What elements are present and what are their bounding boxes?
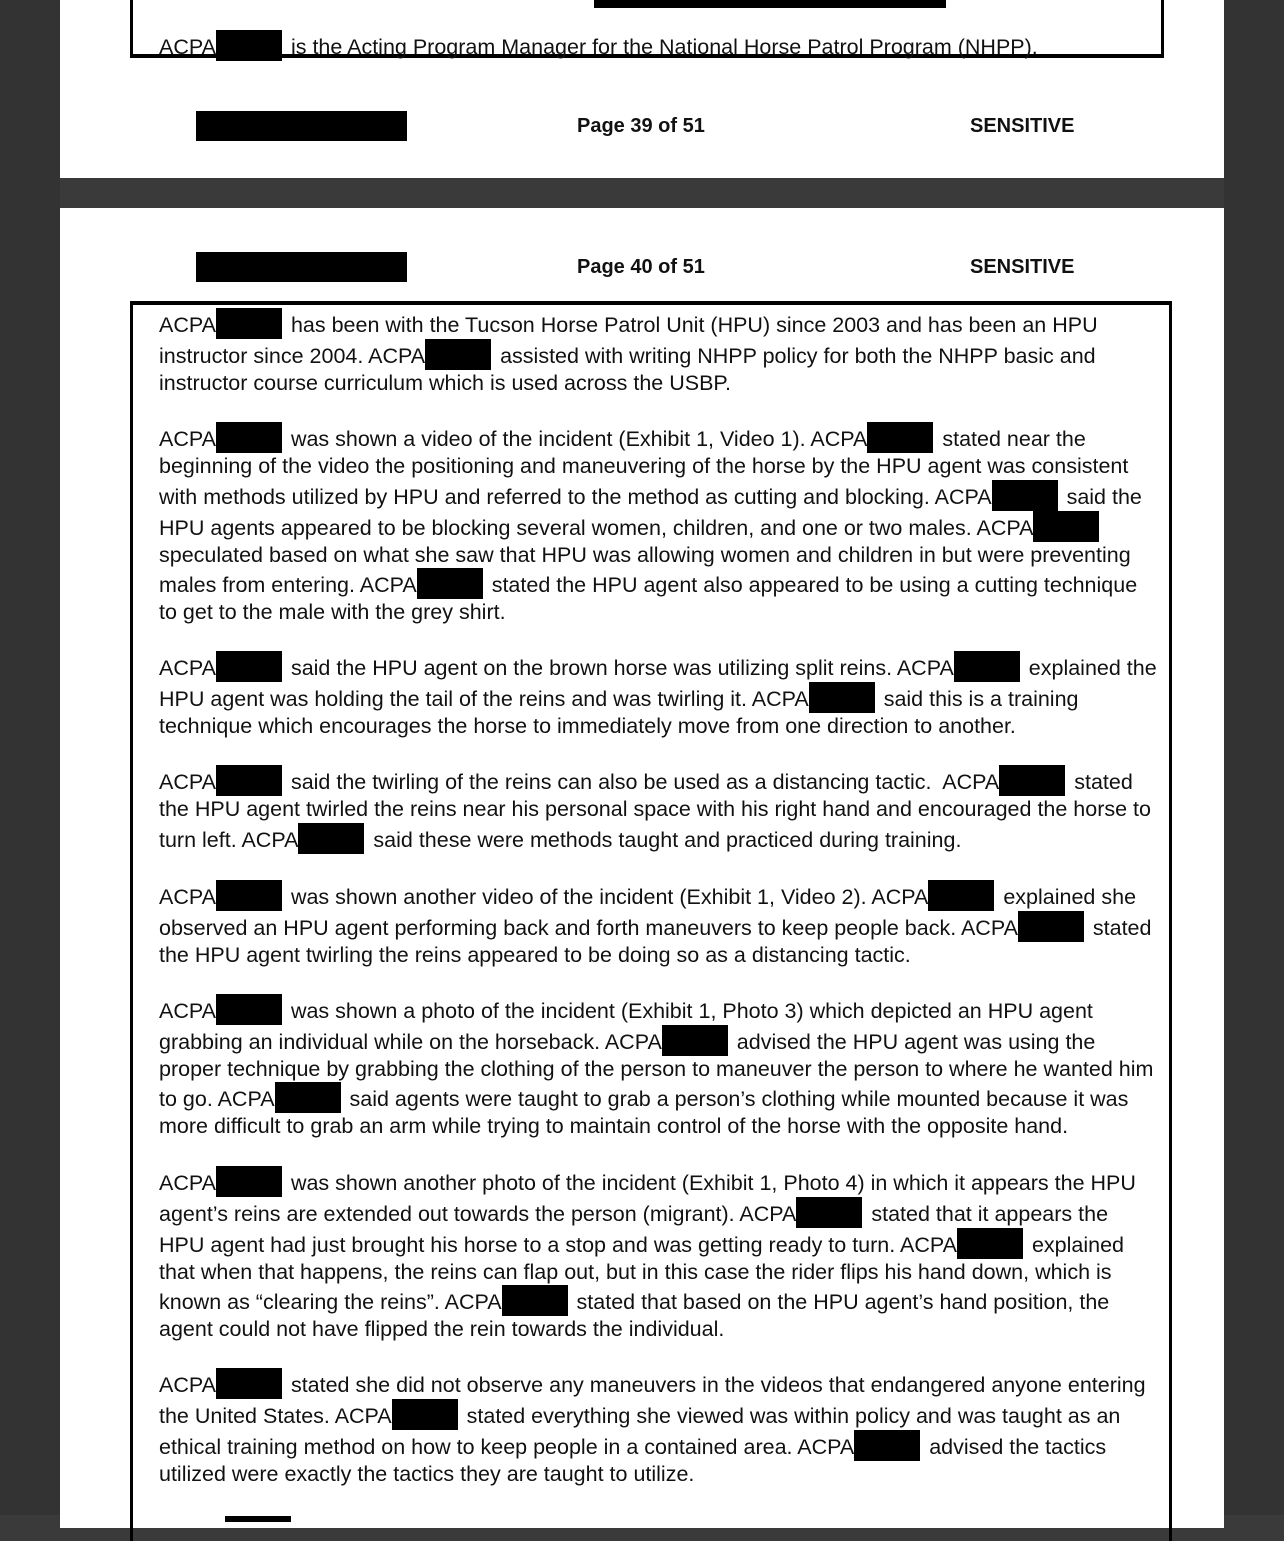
redaction-bar <box>1018 911 1084 942</box>
redaction-bar <box>928 880 994 911</box>
redaction-bar <box>216 1166 282 1197</box>
paragraph-text: ACPA <box>159 884 216 909</box>
redaction-bar <box>502 1285 568 1316</box>
paragraph-text: explained she observed an HPU agent performing back and forth maneuvers to keep people back. ACPA <box>159 884 1143 940</box>
page-header <box>60 252 1224 282</box>
document-body <box>159 308 1163 1514</box>
paragraph-text: ACPA <box>159 1373 216 1398</box>
paragraph-text: was shown another photo of the incident (Exhibit 1, Photo 4) in which it appears the HPU agent’s reins are extended out towards the person (migrant). ACPA <box>159 1170 1142 1226</box>
paragraph-text: advised the HPU agent was using the proper technique by grabbing the clothing of the person to maneuver the person to where he wanted him to go. ACPA <box>159 1030 1160 1112</box>
page-footer <box>60 111 1224 141</box>
redaction-bar <box>216 308 282 339</box>
acpa-label: ACPA <box>159 35 216 59</box>
paragraph-text: explained that when that happens, the reins can flap out, but in this case the rider flips his hand down, which is known as “clearing the reins”. ACPA <box>159 1232 1130 1314</box>
sensitivity-label: SENSITIVE <box>970 115 1075 137</box>
redaction-bar <box>225 1516 291 1522</box>
redaction-bar <box>867 422 933 453</box>
paragraph <box>159 422 1159 625</box>
paragraph-text: stated that based on the HPU agent’s hand position, the agent could not have flipped the rein towards the individual. <box>159 1289 1116 1341</box>
paragraph-text: has been with the Tucson Horse Patrol Unit (HPU) since 2003 and has been an HPU instructor since 2004. ACPA <box>159 313 1104 368</box>
paragraph-text: stated everything she viewed was within policy and was taught as an ethical training method on how to keep people in a contained area. ACPA <box>159 1404 1127 1460</box>
paragraph-text: stated that it appears the HPU agent had just brought his horse to a stop and was getting ready to turn. ACPA <box>159 1201 1115 1257</box>
paragraph-text: stated she did not observe any maneuvers in the videos that endangered anyone entering the United States. ACPA <box>159 1373 1152 1429</box>
redaction-bar <box>298 823 364 854</box>
redaction-bar <box>216 651 282 682</box>
redaction-bar <box>796 1197 862 1228</box>
redaction-bar <box>425 339 491 370</box>
paragraph-text: ACPA <box>159 999 216 1024</box>
paragraph-text: ACPA <box>159 770 216 795</box>
paragraph <box>159 308 1159 396</box>
paragraph <box>159 1166 1159 1343</box>
redaction-bar <box>1033 511 1099 542</box>
last-line-text: is the Acting Program Manager for the National Horse Patrol Program (NHPP). <box>290 35 1038 59</box>
paragraph-text: said the HPU agents appeared to be blocking several women, children, and one or two males. ACPA <box>159 484 1148 540</box>
paragraph-text: advised the tactics utilized were exactly the tactics they are taught to utilize. <box>159 1435 1113 1487</box>
document-page-40 <box>60 208 1224 1528</box>
redaction-bar <box>417 568 483 599</box>
paragraph-text: was shown a photo of the incident (Exhibit 1, Photo 3) which depicted an HPU agent grabbing an individual while on the horseback. ACPA <box>159 999 1099 1055</box>
redaction-bar <box>216 765 282 796</box>
redaction-bar <box>196 252 407 282</box>
paragraph <box>159 1368 1159 1487</box>
paragraph-text: assisted with writing NHPP policy for both the NHPP basic and instructor course curriculum which is used across the USBP. <box>159 344 1102 395</box>
paragraph-text: was shown a video of the incident (Exhibit 1, Video 1). ACPA <box>290 427 868 452</box>
paragraph-text: said agents were taught to grab a person’s clothing while mounted because it was more difficult to grab an arm while trying to maintain control of the horse with the opposite hand. <box>159 1087 1135 1139</box>
paragraph-text: said the HPU agent on the brown horse was utilizing split reins. ACPA <box>290 656 954 681</box>
paragraph <box>159 994 1159 1140</box>
redaction-bar <box>392 1399 458 1430</box>
sensitivity-label: SENSITIVE <box>970 256 1075 278</box>
paragraph-text: stated the HPU agent also appeared to be using a cutting technique to get to the male with the grey shirt. <box>159 572 1144 624</box>
redaction-bar <box>216 30 282 61</box>
paragraph-text: said these were methods taught and practiced during training. <box>373 827 962 852</box>
paragraph-text: ACPA <box>159 313 216 337</box>
redaction-bar <box>216 880 282 911</box>
redaction-bar <box>216 994 282 1025</box>
redaction-bar <box>662 1025 728 1056</box>
redaction-bar <box>196 111 407 141</box>
paragraph <box>159 880 1159 968</box>
document-page-39 <box>60 0 1224 178</box>
redaction-bar <box>992 480 1058 511</box>
paragraph-text: explained the HPU agent was holding the tail of the reins and was twirling it. ACPA <box>159 656 1163 712</box>
redaction-bar <box>854 1430 920 1461</box>
paragraph-text: stated the HPU agent twirling the reins appeared to be doing so as a distancing tactic. <box>159 915 1158 967</box>
redaction-bar <box>275 1082 341 1113</box>
paragraph-text: said this is a training technique which encourages the horse to immediately move from one direction to another. <box>159 687 1085 739</box>
paragraph-text: ACPA <box>159 427 216 452</box>
paragraph-text: was shown another video of the incident (Exhibit 1, Video 2). ACPA <box>290 884 929 909</box>
paragraph <box>159 651 1163 739</box>
paragraph <box>159 765 1159 853</box>
last-line <box>159 30 1038 61</box>
paragraph-text: ACPA <box>159 656 216 681</box>
redaction-bar <box>216 422 282 453</box>
paragraph-text: stated near the beginning of the video the positioning and maneuvering of the horse by the HPU agent was consistent with methods utilized by HPU and referred to the method as cutting and blocking. ACPA <box>159 427 1135 509</box>
page-number: Page 40 of 51 <box>577 256 705 278</box>
redaction-bar <box>954 651 1020 682</box>
page-number: Page 39 of 51 <box>577 115 705 137</box>
redaction-bar <box>999 765 1065 796</box>
paragraph-text: said the twirling of the reins can also be used as a distancing tactic. ACPA <box>290 770 1000 795</box>
redaction-bar <box>957 1228 1023 1259</box>
paragraph-text: stated the HPU agent twirled the reins near his personal space with his right hand and encouraged the horse to turn left. ACPA <box>159 770 1157 852</box>
paragraph-text: ACPA <box>159 1170 216 1195</box>
paragraph-text: speculated based on what she saw that HPU was allowing women and children in but were preventing males from entering. ACPA <box>159 542 1137 597</box>
redaction-bar <box>216 1368 282 1399</box>
redaction-bar <box>809 682 875 713</box>
viewer-background-left <box>0 0 60 1515</box>
viewer-background-right <box>1224 0 1284 1515</box>
